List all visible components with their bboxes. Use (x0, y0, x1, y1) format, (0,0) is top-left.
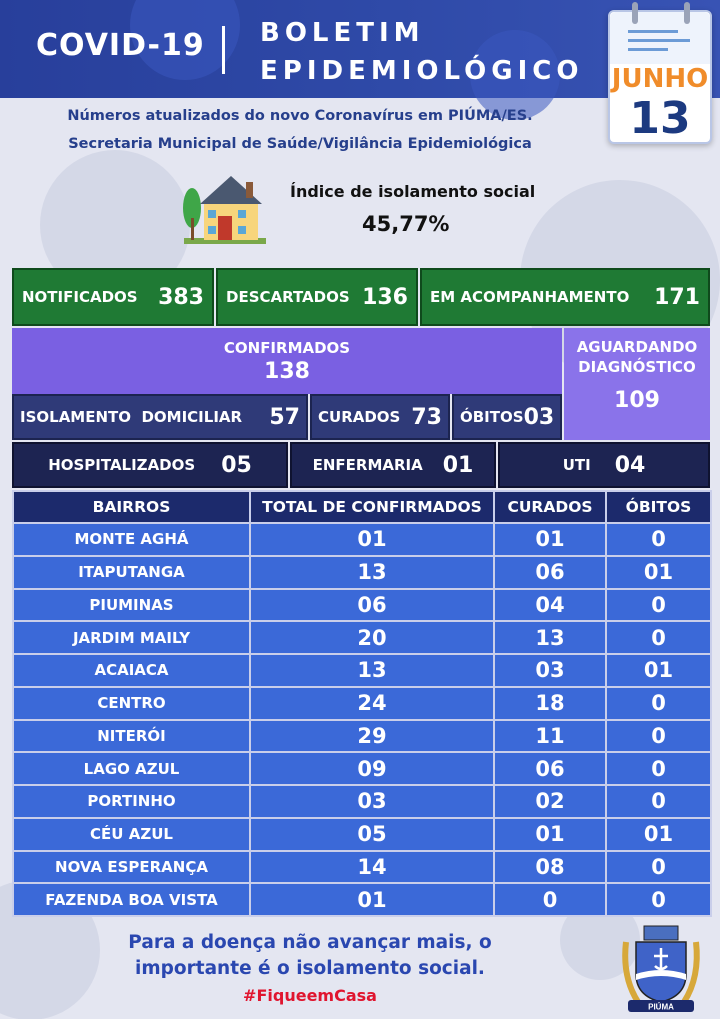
descartados-value: 136 (362, 284, 408, 310)
obitos-value: 03 (523, 404, 555, 430)
enfermaria-box (290, 442, 496, 488)
calendar-line (628, 48, 668, 51)
header-bairros: BAIRROS (13, 491, 250, 523)
cell-obitos: 01 (606, 654, 711, 687)
notificados-value: 383 (158, 284, 204, 310)
acompanhamento-label: EM ACOMPANHAMENTO (430, 288, 630, 306)
subtitle-line-2: Secretaria Municipal de Saúde/Vigilância Epidemiológica (68, 136, 532, 152)
cell-obitos: 0 (606, 785, 711, 818)
cell-total: 24 (250, 687, 494, 720)
cell-curados: 03 (494, 654, 606, 687)
cell-curados: 11 (494, 720, 606, 753)
calendar-ring (632, 2, 638, 24)
boletim-line-1: BOLETIM (260, 18, 425, 48)
table-row (13, 523, 711, 556)
table-row (13, 556, 711, 589)
cell-obitos: 0 (606, 883, 711, 916)
table-row (13, 687, 711, 720)
header-total-confirmados: TOTAL DE CONFIRMADOS (250, 491, 494, 523)
table-header-row (13, 491, 711, 523)
cell-bairro: JARDIM MAILY (13, 621, 250, 654)
cell-curados: 02 (494, 785, 606, 818)
cell-bairro: MONTE AGHÁ (13, 523, 250, 556)
cell-curados: 13 (494, 621, 606, 654)
aguardando-label-1: AGUARDANDO (576, 338, 698, 356)
cell-bairro: FAZENDA BOA VISTA (13, 883, 250, 916)
house-icon (180, 168, 270, 246)
calendar-ring (684, 2, 690, 24)
hashtag: #FiqueemCasa (243, 986, 377, 1005)
cell-bairro: PORTINHO (13, 785, 250, 818)
cell-total: 29 (250, 720, 494, 753)
cell-obitos: 0 (606, 687, 711, 720)
cell-curados: 01 (494, 523, 606, 556)
calendar-line (628, 30, 678, 33)
cell-obitos: 0 (606, 523, 711, 556)
uti-box (498, 442, 710, 488)
aguardando-label-2: DIAGNÓSTICO (578, 358, 696, 376)
cell-curados: 01 (494, 818, 606, 851)
isolation-index-label: Índice de isolamento social (290, 182, 536, 201)
subtitle-line-1: Números atualizados do novo Coronavírus em PIÚMA/ES. (67, 108, 533, 124)
header-obitos: ÓBITOS (606, 491, 711, 523)
cell-obitos: 0 (606, 720, 711, 753)
cell-total: 01 (250, 883, 494, 916)
isolamento-domiciliar-value: 57 (269, 404, 300, 430)
descartados-label: DESCARTADOS (226, 288, 350, 306)
cell-total: 09 (250, 752, 494, 785)
hospitalizados-box (12, 442, 288, 488)
cell-curados: 06 (494, 556, 606, 589)
cell-curados: 18 (494, 687, 606, 720)
cell-bairro: ITAPUTANGA (13, 556, 250, 589)
descartados-box (216, 268, 418, 326)
calendar-line (628, 39, 690, 42)
confirmados-label: CONFIRMADOS (223, 338, 351, 357)
cell-total: 01 (250, 523, 494, 556)
boletim-title (260, 14, 583, 90)
cell-total: 05 (250, 818, 494, 851)
table-row (13, 818, 711, 851)
cell-bairro: CÉU AZUL (13, 818, 250, 851)
boletim-line-2: EPIDEMIOLÓGICO (260, 56, 584, 86)
hospitalizados-value: 05 (221, 452, 252, 478)
cell-bairro: ACAIACA (13, 654, 250, 687)
aguardando-box (564, 328, 710, 440)
cell-bairro: LAGO AZUL (13, 752, 250, 785)
isolation-index-value: 45,77% (362, 212, 450, 236)
footer-message (60, 930, 560, 982)
table-row (13, 851, 711, 884)
cell-total: 03 (250, 785, 494, 818)
isolamento-domiciliar-box (12, 394, 308, 440)
aguardando-value: 109 (614, 388, 660, 413)
cell-bairro: NITERÓI (13, 720, 250, 753)
cell-curados: 04 (494, 589, 606, 622)
cell-curados: 0 (494, 883, 606, 916)
cell-total: 13 (250, 654, 494, 687)
cell-bairro: CENTRO (13, 687, 250, 720)
isolamento-domiciliar-label: ISOLAMENTO DOMICILIAR (20, 408, 243, 426)
hospitalizados-label: HOSPITALIZADOS (48, 456, 196, 474)
cell-total: 06 (250, 589, 494, 622)
cell-obitos: 01 (606, 556, 711, 589)
calendar-top (610, 12, 710, 64)
table-row (13, 720, 711, 753)
cell-obitos: 0 (606, 851, 711, 884)
cell-curados: 06 (494, 752, 606, 785)
crest-label: PIÚMA (648, 1002, 674, 1012)
covid-title: COVID-19 (36, 28, 205, 63)
cell-total: 14 (250, 851, 494, 884)
notificados-label: NOTIFICADOS (22, 288, 138, 306)
obitos-box (452, 394, 562, 440)
cell-obitos: 0 (606, 589, 711, 622)
table-row (13, 752, 711, 785)
table-row (13, 621, 711, 654)
cell-obitos: 0 (606, 621, 711, 654)
curados-label: CURADOS (318, 408, 401, 426)
acompanhamento-value: 171 (654, 284, 700, 310)
cell-curados: 08 (494, 851, 606, 884)
confirmados-box (12, 328, 562, 394)
header-separator (222, 26, 225, 74)
uti-value: 04 (614, 452, 646, 478)
curados-value: 73 (411, 404, 442, 430)
acompanhamento-box (420, 268, 710, 326)
enfermaria-value: 01 (442, 452, 474, 478)
cell-obitos: 01 (606, 818, 711, 851)
enfermaria-label: ENFERMARIA (312, 456, 423, 474)
obitos-label: ÓBITOS (460, 408, 524, 426)
cell-obitos: 0 (606, 752, 711, 785)
footer-message-line-1: Para a doença não avançar mais, o (128, 932, 492, 953)
table-row (13, 785, 711, 818)
confirmados-value: 138 (264, 358, 310, 384)
notificados-box (12, 268, 214, 326)
city-crest-icon (618, 922, 704, 1014)
cell-total: 13 (250, 556, 494, 589)
uti-label: UTI (562, 456, 591, 474)
calendar-day: 13 (629, 93, 691, 144)
cell-bairro: PIUMINAS (13, 589, 250, 622)
table-row (13, 883, 711, 916)
calendar-icon (608, 10, 712, 144)
cell-total: 20 (250, 621, 494, 654)
header-curados: CURADOS (494, 491, 606, 523)
table-row (13, 654, 711, 687)
neighborhoods-table (12, 490, 712, 917)
footer-message-line-2: importante é o isolamento social. (135, 958, 485, 979)
cell-bairro: NOVA ESPERANÇA (13, 851, 250, 884)
curados-box (310, 394, 450, 440)
table-row (13, 589, 711, 622)
calendar-month: JUNHO (611, 64, 709, 94)
